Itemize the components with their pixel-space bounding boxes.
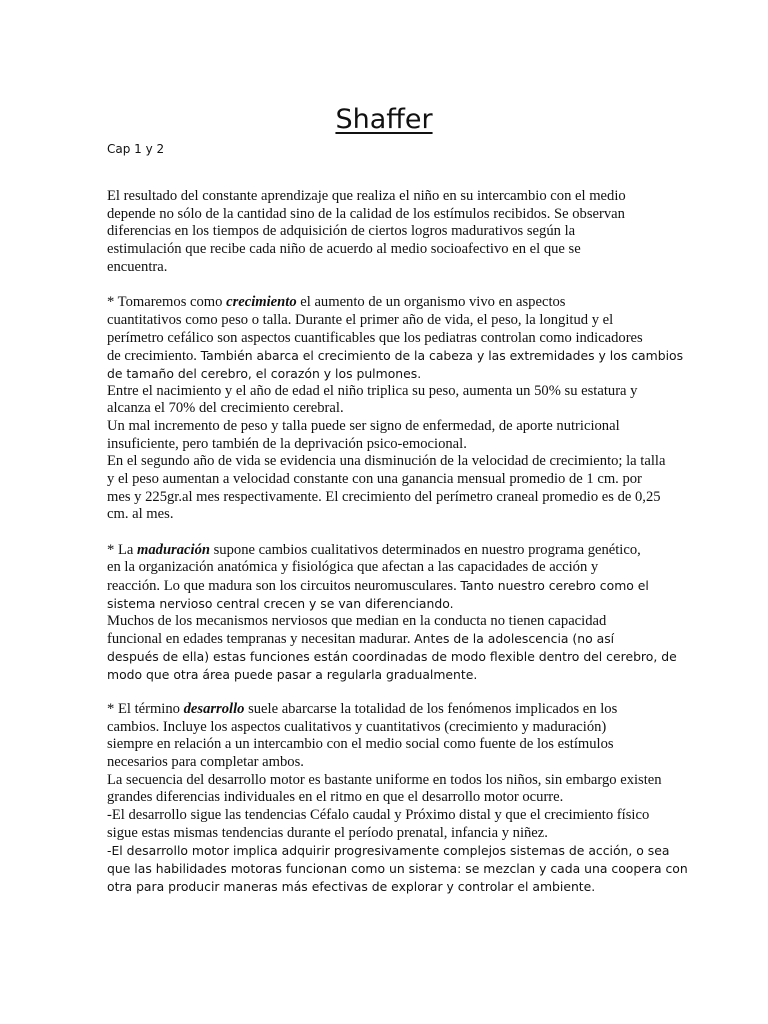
document-subtitle: Cap 1 y 2 bbox=[107, 142, 165, 156]
paragraph-maduracion bbox=[107, 541, 677, 684]
text-line: depende no sólo de la cantidad sino de la calidad de los estímulos recibidos. Se observan bbox=[107, 205, 625, 222]
text-line: encuentra. bbox=[107, 258, 168, 275]
text-line: alcanza el 70% del crecimiento cerebral. bbox=[107, 400, 344, 417]
text-line: perímetro cefálico son aspectos cuantificables que los pediatras controlan como indicadores bbox=[107, 329, 643, 346]
text-line: de tamaño del cerebro, el corazón y los pulmones. bbox=[107, 365, 422, 381]
text-line: cuantitativos como peso o talla. Durante el primer año de vida, el peso, la longitud y el bbox=[107, 311, 614, 328]
text-line: Un mal incremento de peso y talla puede ser signo de enfermedad, de aporte nutricional bbox=[107, 417, 620, 434]
text-line: * El término desarrollo suele abarcarse la totalidad de los fenómenos implicados en los bbox=[107, 700, 618, 717]
text-line: grandes diferencias individuales en el ritmo en que el desarrollo motor ocurre. bbox=[107, 789, 564, 806]
keyword-maduracion: maduración bbox=[137, 541, 210, 558]
text-line: reacción. Lo que madura son los circuitos neuromusculares. Tanto nuestro cerebro como el bbox=[107, 578, 649, 595]
text-line: cambios. Incluye los aspectos cualitativos y cuantitativos (crecimiento y maduración) bbox=[107, 718, 607, 735]
text-line: de crecimiento. También abarca el crecimiento de la cabeza y las extremidades y los cambios bbox=[107, 348, 684, 365]
text-line: estimulación que recibe cada niño de acuerdo al medio socioafectivo en el que se bbox=[107, 241, 581, 258]
document-body bbox=[107, 188, 688, 896]
text-line: mes y 225gr.al mes respectivamente. El crecimiento del perímetro craneal promedio es de 0,25 bbox=[107, 488, 661, 505]
text-line: insuficiente, pero también de la deprivación psico-emocional. bbox=[107, 435, 467, 452]
text-line: funcional en edades tempranas y necesitan madurar. Antes de la adolescencia (no así bbox=[107, 631, 615, 648]
text-line: diferencias en los tiempos de adquisición de ciertos logros madurativos según la bbox=[107, 223, 576, 240]
text-line: siempre en relación a un intercambio con el medio social como fuente de los estímulos bbox=[107, 736, 614, 753]
text-line: La secuencia del desarrollo motor es bastante uniforme en todos los niños, sin embargo existen bbox=[107, 771, 662, 788]
text-line: sigue estas mismas tendencias durante el período prenatal, infancia y niñez. bbox=[107, 824, 548, 841]
text-line: * Tomaremos como crecimiento el aumento de un organismo vivo en aspectos bbox=[107, 294, 566, 311]
text-line: en la organización anatómica y fisiológica que afectan a las capacidades de acción y bbox=[107, 559, 599, 576]
paragraph-desarrollo bbox=[107, 700, 688, 896]
document-title: Shaffer bbox=[335, 104, 433, 135]
text-line: que las habilidades motoras funcionan como un sistema: se mezclan y cada una coopera con bbox=[107, 861, 688, 877]
paragraph-intro bbox=[107, 188, 667, 276]
text-line: y el peso aumentan a velocidad constante con una ganancia mensual promedio de 1 cm. por bbox=[107, 471, 642, 487]
text-line: En el segundo año de vida se evidencia una disminución de la velocidad de crecimiento; la talla bbox=[107, 453, 666, 470]
text-line: * La maduración supone cambios cualitativos determinados en nuestro programa genético, bbox=[107, 541, 641, 558]
text-line: -El desarrollo sigue las tendencias Céfalo caudal y Próximo distal y que el crecimiento físico bbox=[107, 807, 650, 824]
keyword-desarrollo: desarrollo bbox=[183, 700, 245, 717]
keyword-crecimiento: crecimiento bbox=[226, 294, 297, 311]
text-line: Muchos de los mecanismos nerviosos que median en la conducta no tienen capacidad bbox=[107, 612, 607, 629]
text-line: Entre el nacimiento y el año de edad el niño triplica su peso, aumenta un 50% su estatura y bbox=[107, 382, 638, 399]
text-line: otra para producir maneras más efectivas de explorar y controlar el ambiente. bbox=[107, 878, 596, 894]
text-line: después de ella) estas funciones están coordinadas de modo flexible dentro del cerebro, de bbox=[107, 648, 677, 664]
text-line: cm. al mes. bbox=[107, 506, 174, 523]
text-line: -El desarrollo motor implica adquirir progresivamente complejos sistemas de acción, o sea bbox=[107, 843, 670, 859]
paragraph-crecimiento bbox=[107, 294, 684, 524]
text-line: El resultado del constante aprendizaje que realiza el niño en su intercambio con el medio bbox=[107, 188, 626, 204]
text-line: sistema nervioso central crecen y se van diferenciando. bbox=[107, 595, 454, 611]
text-line: necesarios para completar ambos. bbox=[107, 754, 304, 770]
text-line: modo que otra área puede pasar a regularla gradualmente. bbox=[107, 666, 478, 682]
